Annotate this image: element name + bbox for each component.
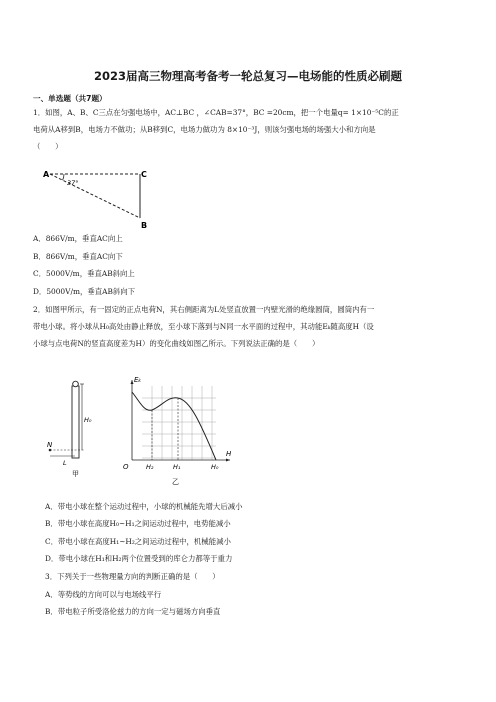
q2-option-c: C．带电小球在高度H₁~H₂之间运动过程中，机械能减小 (45, 537, 231, 546)
h0-axis-label: H₀ (211, 463, 219, 471)
point-c-label: C (141, 170, 147, 179)
angle-arc (63, 174, 64, 180)
section-heading: 一、单选题（共7题） (33, 94, 107, 103)
ball (73, 381, 79, 387)
q1-option-c: C．5000V/m，垂直AB斜向上 (33, 269, 135, 278)
charge-n-label: N (47, 441, 53, 449)
q2-stem-line-1: 2．如图甲所示，有一固定的正点电荷N，其右侧距离为L处竖直放置一内壁光滑的绝缘圆筒，圆筒内有一 (33, 305, 375, 314)
ek-axis-label: Eₖ (134, 376, 142, 384)
h0-label: H₀ (84, 416, 92, 424)
line-ab (50, 174, 140, 218)
q1-option-a: A．866V/m，垂直AC向上 (33, 234, 123, 243)
q2-stem-line-3: 小球与点电荷N的竖直高度差为H）的变化曲线如图乙所示。下列说法正确的是（ ） (33, 339, 320, 348)
q1-triangle-figure (40, 164, 160, 232)
figure-yi-caption: 乙 (172, 478, 179, 486)
q3-option-b: B．带电粒子所受洛伦兹力的方向一定与磁场方向垂直 (45, 607, 221, 616)
ek-curve (132, 392, 216, 460)
origin-label: O (123, 463, 129, 471)
point-a-label: A (43, 170, 50, 179)
figure-jia-caption: 甲 (72, 470, 79, 478)
q1-stem-line-2: 电荷从A移到B，电场力不做功；从B移到C，电场力做功为 8×10⁻³J，则该匀强电场的场强大小和方向是 (33, 125, 376, 134)
q2-figure-jia (44, 372, 114, 482)
cylinder (72, 386, 79, 458)
q3-stem-line-1: 3．下列关于一些物理量方向的判断正确的是（ ） (45, 572, 220, 581)
q1-option-d: D．5000V/m，垂直AB斜向下 (33, 287, 136, 296)
page-title: 2023届高三物理高考备考一轮总复习—电场能的性质必刷题 (93, 69, 402, 83)
q2-stem-line-2: 带电小球。将小球从H₀高处由静止释放，至小球下落到与N同一水平面的过程中，其动能Eₖ随高度H（设 (33, 322, 374, 331)
q2-option-b: B．带电小球在高度H₀~H₁之间运动过程中，电势能减小 (45, 519, 231, 528)
h-axis-label: H (226, 450, 232, 458)
point-b-label: B (141, 221, 148, 230)
charge-n (49, 449, 52, 452)
q3-option-a: A．等势线的方向可以与电场线平行 (45, 590, 162, 599)
l-label: L (63, 459, 67, 467)
q2-figure-yi (118, 372, 242, 488)
h2-label: H₂ (146, 463, 154, 471)
q1-stem-line-3: （ ） (33, 142, 63, 151)
q2-option-d: D．带电小球在H₁和H₂两个位置受到的库仑力都等于重力 (45, 554, 233, 563)
h1-label: H₁ (173, 463, 181, 471)
q1-stem-line-1: 1．如图，A、B、C三点在匀强电场中，AC⊥BC ，∠CAB=37°，BC =20cm，把一个电量q= 1×10⁻⁵C的正 (33, 108, 399, 117)
q2-option-a: A．带电小球在整个运动过程中，小球的机械能先增大后减小 (45, 502, 243, 511)
grid (142, 386, 216, 460)
q1-option-b: B．866V/m，垂直AC向下 (33, 252, 123, 261)
angle-label: 37° (67, 179, 79, 187)
